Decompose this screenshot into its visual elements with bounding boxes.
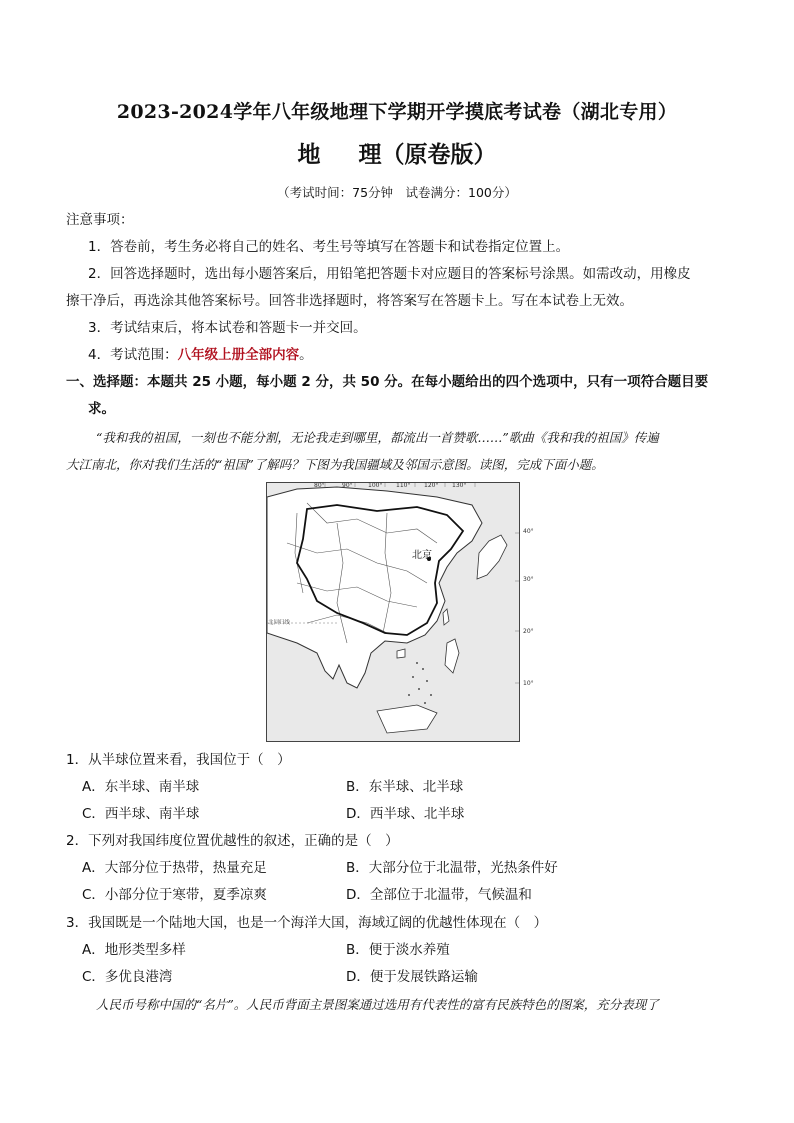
- notice-item-3: 3．考试结束后，将本试卷和答题卡一并交回。: [88, 320, 367, 336]
- lon-label: 130°: [452, 482, 467, 489]
- lat-label: 10°: [523, 680, 534, 687]
- subject-char-1: 地: [297, 141, 321, 168]
- question-1-option-a: A．东半球、南半球: [82, 779, 200, 795]
- question-3-option-c: C．多优良港湾: [82, 969, 173, 985]
- lat-label: 40°: [523, 528, 534, 535]
- notice-item-4: [88, 345, 313, 365]
- question-2-option-c: C．小部分位于寒带，夏季凉爽: [82, 887, 267, 903]
- question-3-option-b: B．便于淡水养殖: [346, 942, 450, 958]
- exam-title: 2023-2024学年八年级地理下学期开学摸底考试卷（湖北专用）: [116, 101, 678, 123]
- exam-meta: （考试时间：75分钟 试卷满分：100分）: [277, 185, 517, 200]
- notice-item-2-line-1: 2．回答选择题时，选出每小题答案后，用铅笔把答题卡对应题目的答案标号涂黑。如需改动，用橡皮: [88, 266, 691, 282]
- passage-1-line-1: “我和我的祖国，一刻也不能分割，无论我走到哪里，都流出一首赞歌……”歌曲《我和我的祖国》传遍: [96, 430, 659, 445]
- question-2-option-a: A．大部分位于热带，热量充足: [82, 860, 267, 876]
- question-2-option-b: B．大部分位于北温带，光热条件好: [346, 860, 558, 876]
- question-3-option-d: D．便于发展铁路运输: [346, 969, 478, 985]
- section-1-line-2: 求。: [88, 401, 115, 417]
- lon-label: 90°: [342, 482, 353, 489]
- question-1-stem: 1．从半球位置来看，我国位于（ ）: [66, 752, 291, 768]
- notice-item-4-prefix: 4．考试范围：: [88, 347, 178, 363]
- question-2-stem: 2．下列对我国纬度位置优越性的叙述，正确的是（ ）: [66, 833, 399, 849]
- lon-label: 110°: [396, 482, 411, 489]
- section-1-line-1: 一、选择题：本题共 25 小题，每小题 2 分，共 50 分。在每小题给出的四个选项中，只有一项符合题目要: [66, 374, 709, 390]
- passage-2-line-1: 人民币号称中国的“名片”。人民币背面主景图案通过选用有代表性的富有民族特色的图案，充分表现了: [96, 997, 659, 1012]
- question-1-option-d: D．西半球、北半球: [346, 806, 465, 822]
- china-territory-map: [266, 482, 520, 742]
- tropic-label: 北回归线: [268, 620, 291, 626]
- question-3-option-a: A．地形类型多样: [82, 942, 186, 958]
- lat-label: 30°: [523, 576, 534, 583]
- lon-label: 120°: [424, 482, 439, 489]
- question-3-stem: 3．我国既是一个陆地大国，也是一个海洋大国，海域辽阔的优越性体现在（ ）: [66, 915, 548, 931]
- exam-scope-highlight: 八年级上册全部内容: [177, 347, 300, 363]
- notice-heading: 注意事项：: [66, 212, 134, 228]
- question-1-option-c: C．西半球、南半球: [82, 806, 200, 822]
- lat-label: 20°: [523, 628, 534, 635]
- beijing-label: 北京: [412, 550, 432, 561]
- notice-item-2-line-2: 擦干净后，再选涂其他答案标号。回答非选择题时，将答案写在答题卡上。写在本试卷上无效。: [66, 293, 633, 309]
- hainan-island: [397, 649, 405, 658]
- subject-char-2: 理（原卷版）: [358, 141, 497, 168]
- passage-1-line-2: 大江南北，你对我们生活的“祖国”了解吗？下图为我国疆域及邻国示意图。读图，完成下面小题。: [66, 457, 604, 472]
- lon-label: 100°: [368, 482, 383, 489]
- notice-item-1: 1．答卷前，考生务必将自己的姓名、考生号等填写在答题卡和试卷指定位置上。: [88, 239, 570, 255]
- question-1-option-b: B．东半球、北半球: [346, 779, 464, 795]
- subject-title: [0, 136, 794, 169]
- notice-item-4-suffix: 。: [299, 347, 313, 363]
- question-2-option-d: D．全部位于北温带，气候温和: [346, 887, 532, 903]
- lon-label: 80°: [314, 482, 325, 489]
